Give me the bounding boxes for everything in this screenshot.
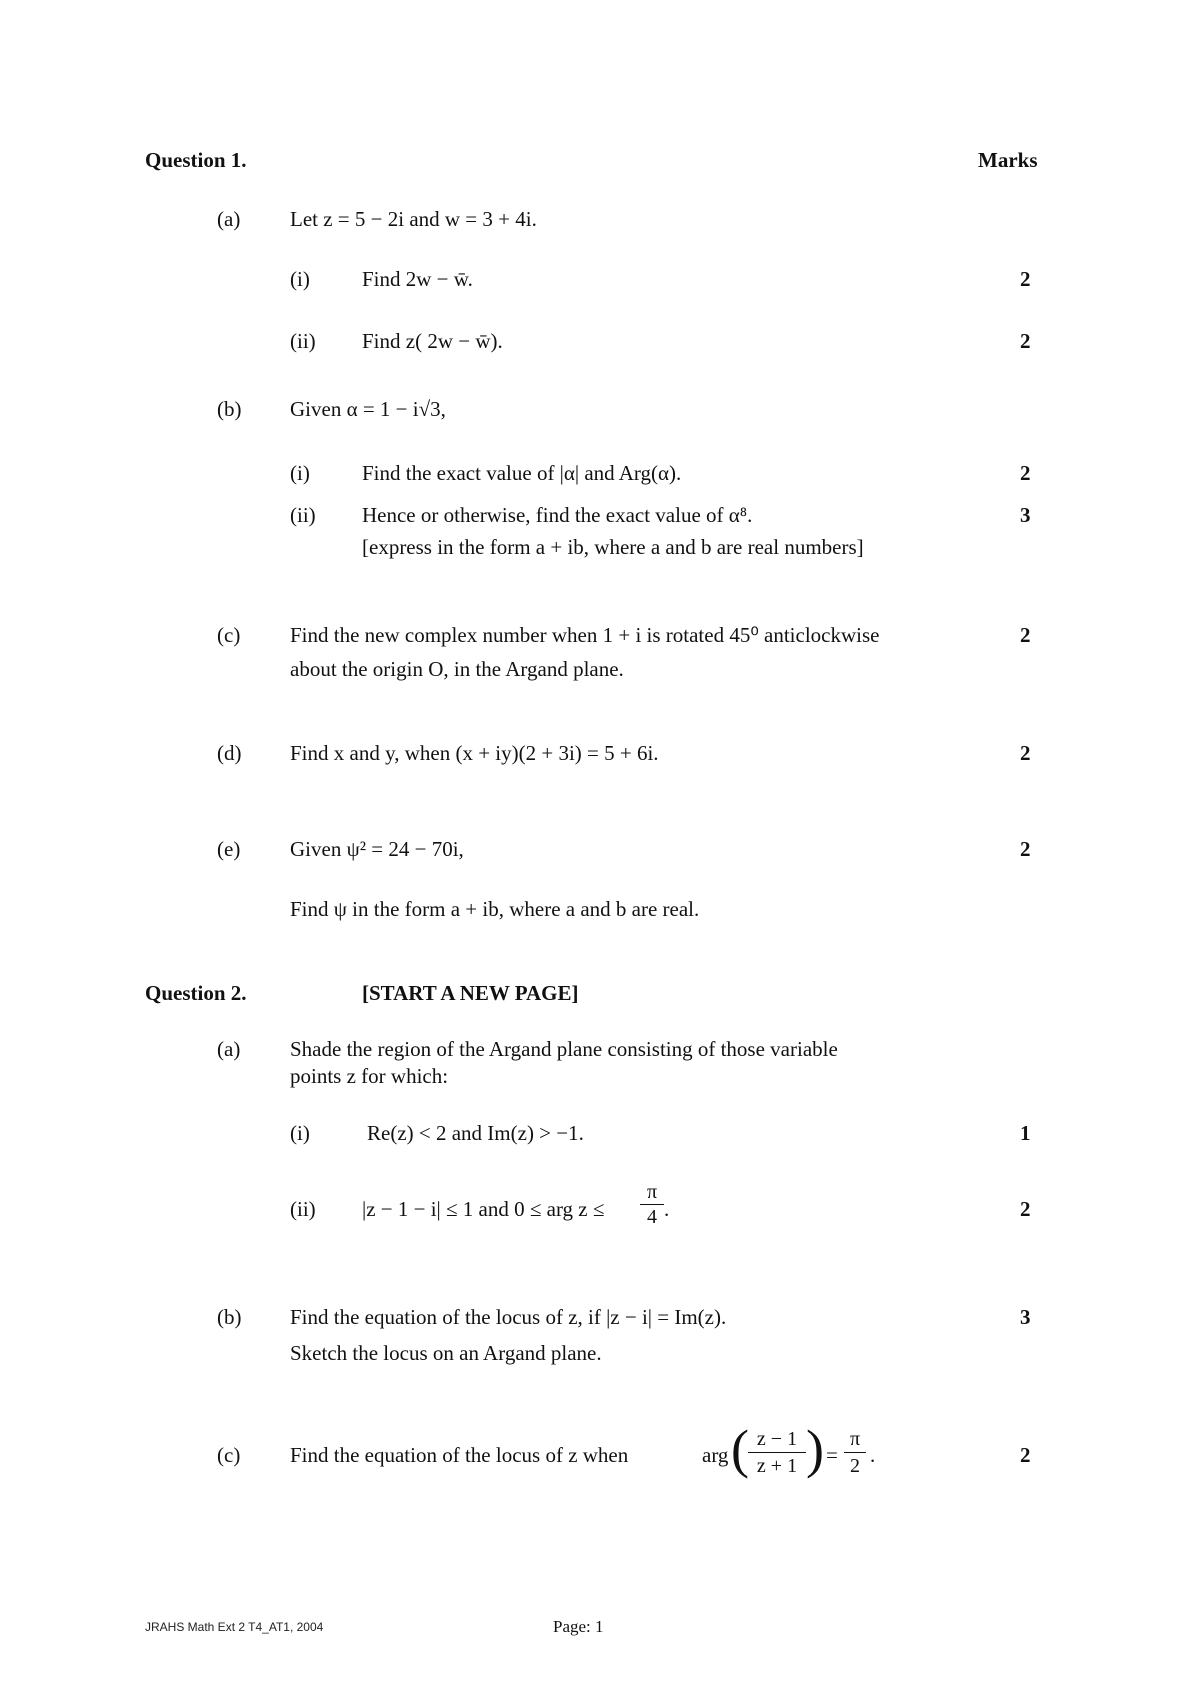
q2c-label: (c) xyxy=(217,1443,241,1467)
q2c-text: Find the equation of the locus of z when xyxy=(290,1443,629,1467)
q1b-text: Given α = 1 − i√3, xyxy=(290,397,446,421)
q2c-fraction xyxy=(748,1426,806,1479)
q1e-label: (e) xyxy=(217,837,241,861)
q1c-marks: 2 xyxy=(1020,623,1031,647)
q1b-label: (b) xyxy=(217,397,242,421)
q1ai-text: Find 2w − w̄. xyxy=(362,267,473,291)
q1c-text-2: about the origin O, in the Argand plane. xyxy=(290,657,624,681)
q2aii-fraction-denominator: 4 xyxy=(647,1206,657,1228)
left-paren: ( xyxy=(731,1419,749,1479)
q1aii-marks: 2 xyxy=(1020,329,1031,353)
q1bii-text-2: [express in the form a + ib, where a and b are real numbers] xyxy=(362,535,864,559)
q2c-equals: = xyxy=(826,1443,838,1467)
q1ai-label: (i) xyxy=(290,267,310,291)
q1bi-text: Find the exact value of |α| and Arg(α). xyxy=(362,461,682,485)
q1bi-marks: 2 xyxy=(1020,461,1031,485)
q2aii-text: |z − 1 − i| ≤ 1 and 0 ≤ arg z ≤ xyxy=(362,1197,605,1221)
question-2-heading: Question 2. xyxy=(145,981,247,1005)
q1e-marks: 2 xyxy=(1020,837,1031,861)
q1d-marks: 2 xyxy=(1020,741,1031,765)
q1ai-marks: 2 xyxy=(1020,267,1031,291)
q2aii-marks: 2 xyxy=(1020,1197,1031,1221)
q2aii-fraction xyxy=(640,1180,664,1229)
q2b-marks: 3 xyxy=(1020,1305,1031,1329)
q2b-label: (b) xyxy=(217,1305,242,1329)
q2ai-text: Re(z) < 2 and Im(z) > −1. xyxy=(367,1121,584,1145)
q1aii-text: Find z( 2w − w̄). xyxy=(362,329,503,353)
footer-page-number: Page: 1 xyxy=(553,1617,604,1636)
q1bii-text: Hence or otherwise, find the exact value of α⁸. xyxy=(362,503,753,527)
q2aii-fraction-numerator: π xyxy=(640,1180,664,1205)
q2ai-marks: 1 xyxy=(1020,1121,1031,1145)
q1aii-label: (ii) xyxy=(290,329,316,353)
right-paren: ) xyxy=(806,1419,824,1479)
q2aii-period: . xyxy=(664,1197,670,1221)
q2c-arg: arg xyxy=(702,1443,729,1467)
q1e-text-2: Find ψ in the form a + ib, where a and b are real. xyxy=(290,897,700,921)
q1a-label: (a) xyxy=(217,207,241,231)
q1e-text: Given ψ² = 24 − 70i, xyxy=(290,837,464,861)
q1a-text: Let z = 5 − 2i and w = 3 + 4i. xyxy=(290,207,537,231)
q2c-fraction-denominator: z + 1 xyxy=(756,1455,798,1477)
footer-document-id: JRAHS Math Ext 2 T4_AT1, 2004 xyxy=(145,1620,324,1634)
q2ai-label: (i) xyxy=(290,1121,310,1145)
q2b-text-2: Sketch the locus on an Argand plane. xyxy=(290,1341,602,1365)
q2c-rhs-value xyxy=(844,1426,866,1479)
q1bi-label: (i) xyxy=(290,461,310,485)
q2c-marks: 2 xyxy=(1020,1443,1031,1467)
start-new-page-instruction: [START A NEW PAGE] xyxy=(362,981,579,1005)
q2a-text-2: points z for which: xyxy=(290,1064,449,1088)
q2c-fraction-numerator: z − 1 xyxy=(748,1426,806,1453)
q1c-text: Find the new complex number when 1 + i is rotated 45⁰ anticlockwise xyxy=(290,623,880,647)
q1bii-label: (ii) xyxy=(290,503,316,527)
q2c-rhs-denominator: 2 xyxy=(850,1455,860,1477)
q1d-label: (d) xyxy=(217,741,242,765)
q2aii-label: (ii) xyxy=(290,1197,316,1221)
q1bii-marks: 3 xyxy=(1020,503,1031,527)
q2c-rhs-numerator: π xyxy=(844,1426,866,1453)
q2b-text: Find the equation of the locus of z, if |z − i| = Im(z). xyxy=(290,1305,727,1329)
q2c-period: . xyxy=(870,1443,876,1467)
q1d-text: Find x and y, when (x + iy)(2 + 3i) = 5 + 6i. xyxy=(290,741,659,765)
q1c-label: (c) xyxy=(217,623,241,647)
q2a-label: (a) xyxy=(217,1037,241,1061)
question-1-heading: Question 1. xyxy=(145,148,247,172)
marks-heading: Marks xyxy=(978,148,1038,172)
q2a-text: Shade the region of the Argand plane consisting of those variable xyxy=(290,1037,838,1061)
